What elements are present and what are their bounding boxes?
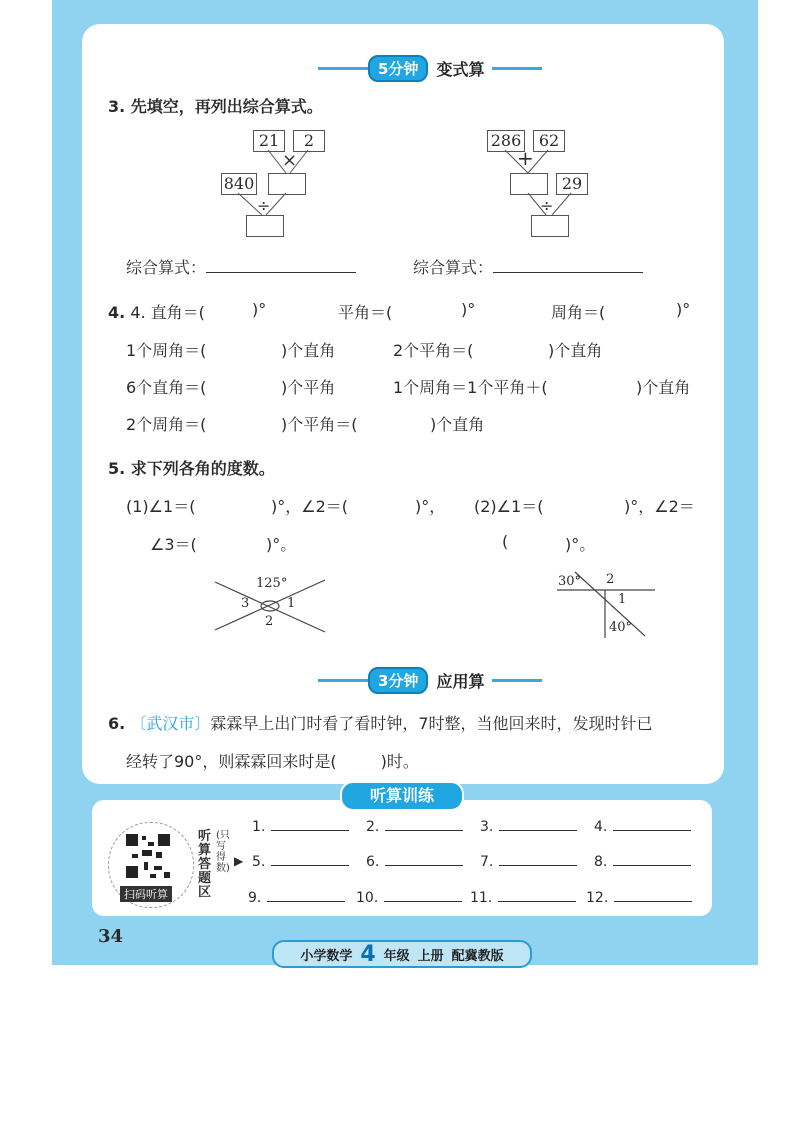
answer-area-label: 听算答题区 (198, 829, 212, 900)
banner-line (492, 679, 542, 682)
label-125: 125° (256, 576, 288, 591)
answer-item[interactable]: 6. (366, 854, 463, 870)
op-divide: ÷ (257, 196, 271, 215)
footer-subject: 小学数学 (300, 948, 353, 964)
box-286: 286 (487, 130, 525, 152)
q6-line1: 6. 〔武汉市〕霖霖早上出门时看了看时钟，7时整，当他回来时，发现时针已 (108, 714, 653, 733)
qr-code-icon (124, 832, 172, 880)
op-plus: + (517, 146, 534, 170)
label-3: 3 (241, 596, 250, 611)
question-3-label: 3. 先填空，再列出综合算式。 (108, 97, 323, 116)
q4-row1-a: 4. 4. 直角＝( (108, 303, 205, 322)
q4-row1-d: )° (461, 300, 476, 319)
formula-left: 综合算式： (126, 255, 356, 278)
answer-area-note: (只写得数) (216, 830, 230, 874)
answer-item[interactable]: 1. (252, 819, 349, 835)
q4-row1-f: )° (676, 300, 691, 319)
q4-row1-e: 周角＝( (551, 303, 606, 322)
box-840: 840 (221, 173, 257, 195)
footer-volume: 上册 (417, 948, 444, 964)
answer-item[interactable]: 11. (470, 890, 576, 906)
q4-row4-a: 2个周角＝( (126, 415, 207, 434)
op-times: × (282, 150, 298, 171)
box-21: 21 (253, 130, 285, 152)
answer-item[interactable]: 12. (586, 890, 692, 906)
q5-part1-d: ∠3＝( (150, 535, 197, 554)
q4-row2-a: 1个周角＝( (126, 341, 207, 360)
book-footer (272, 940, 532, 968)
q4-row4-b: )个平角＝( (281, 415, 358, 434)
answer-item[interactable]: 7. (480, 854, 577, 870)
formula-blank[interactable] (493, 272, 643, 273)
play-arrow-icon: ▶ (234, 854, 244, 868)
page-number: 34 (98, 926, 124, 947)
section-banner-applied (318, 669, 542, 691)
q4-row3-b: )个平角 (281, 378, 336, 397)
q4-row3-c: 1个周角＝1个平角＋( (393, 378, 548, 397)
formula-blank[interactable] (206, 272, 356, 273)
box-2: 2 (293, 130, 325, 152)
q4-row3-d: )个直角 (636, 378, 691, 397)
question-5-label: 5. 求下列各角的度数。 (108, 459, 275, 478)
time-pill: 5分钟 (368, 55, 428, 82)
q5-part2-a: (2)∠1＝( (474, 497, 544, 516)
q4-row2-d: )个直角 (548, 341, 603, 360)
q4-row1-c: 平角＝( (338, 303, 393, 322)
box-29: 29 (556, 173, 588, 195)
answer-item[interactable]: 3. (480, 819, 577, 835)
q5-part2-b: )°，∠2＝ (624, 497, 695, 516)
label-40: 40° (609, 620, 633, 635)
q4-row4-c: )个直角 (430, 415, 485, 434)
op-divide: ÷ (540, 196, 554, 215)
footer-edition: 配冀教版 (451, 948, 504, 964)
footer-grade-number: 4 (360, 941, 376, 967)
q5-part1-e: )°。 (266, 535, 297, 554)
answer-item[interactable]: 8. (594, 854, 691, 870)
answer-item[interactable]: 10. (356, 890, 462, 906)
banner-line (318, 679, 368, 682)
section-title: 应用算 (436, 671, 485, 691)
time-pill: 3分钟 (368, 667, 428, 694)
answer-item[interactable]: 9. (248, 890, 345, 906)
label-30: 30° (558, 574, 582, 589)
label-2: 2 (606, 572, 615, 587)
q5-part1-b: )°，∠2＝( (271, 497, 349, 516)
label-1: 1 (287, 596, 296, 611)
answer-item[interactable]: 2. (366, 819, 463, 835)
formula-right: 综合算式： (413, 255, 643, 278)
box-62: 62 (533, 130, 565, 152)
footer-grade: 年级 (383, 948, 410, 964)
q4-row2-b: )个直角 (281, 341, 336, 360)
listening-title: 听算训练 (340, 781, 464, 811)
q6-line2: 经转了90°，则霖霖回来时是( )时。 (126, 752, 419, 771)
q5-part2-c: ( (502, 532, 509, 551)
label-2: 2 (265, 614, 274, 629)
q5-part1-a: (1)∠1＝( (126, 497, 196, 516)
label-1: 1 (618, 592, 627, 607)
q5-part1-c: )°， (415, 497, 446, 516)
qr-label: 扫码听算 (120, 886, 172, 902)
q5-part2-d: )°。 (565, 535, 596, 554)
section-title: 变式算 (436, 59, 485, 79)
q4-row1-b: )° (252, 300, 267, 319)
source-tag: 〔武汉市〕 (130, 714, 211, 733)
answer-item[interactable]: 5. (252, 854, 349, 870)
q4-row3-a: 6个直角＝( (126, 378, 207, 397)
q4-row2-c: 2个平角＝( (393, 341, 474, 360)
answer-item[interactable]: 4. (594, 819, 691, 835)
